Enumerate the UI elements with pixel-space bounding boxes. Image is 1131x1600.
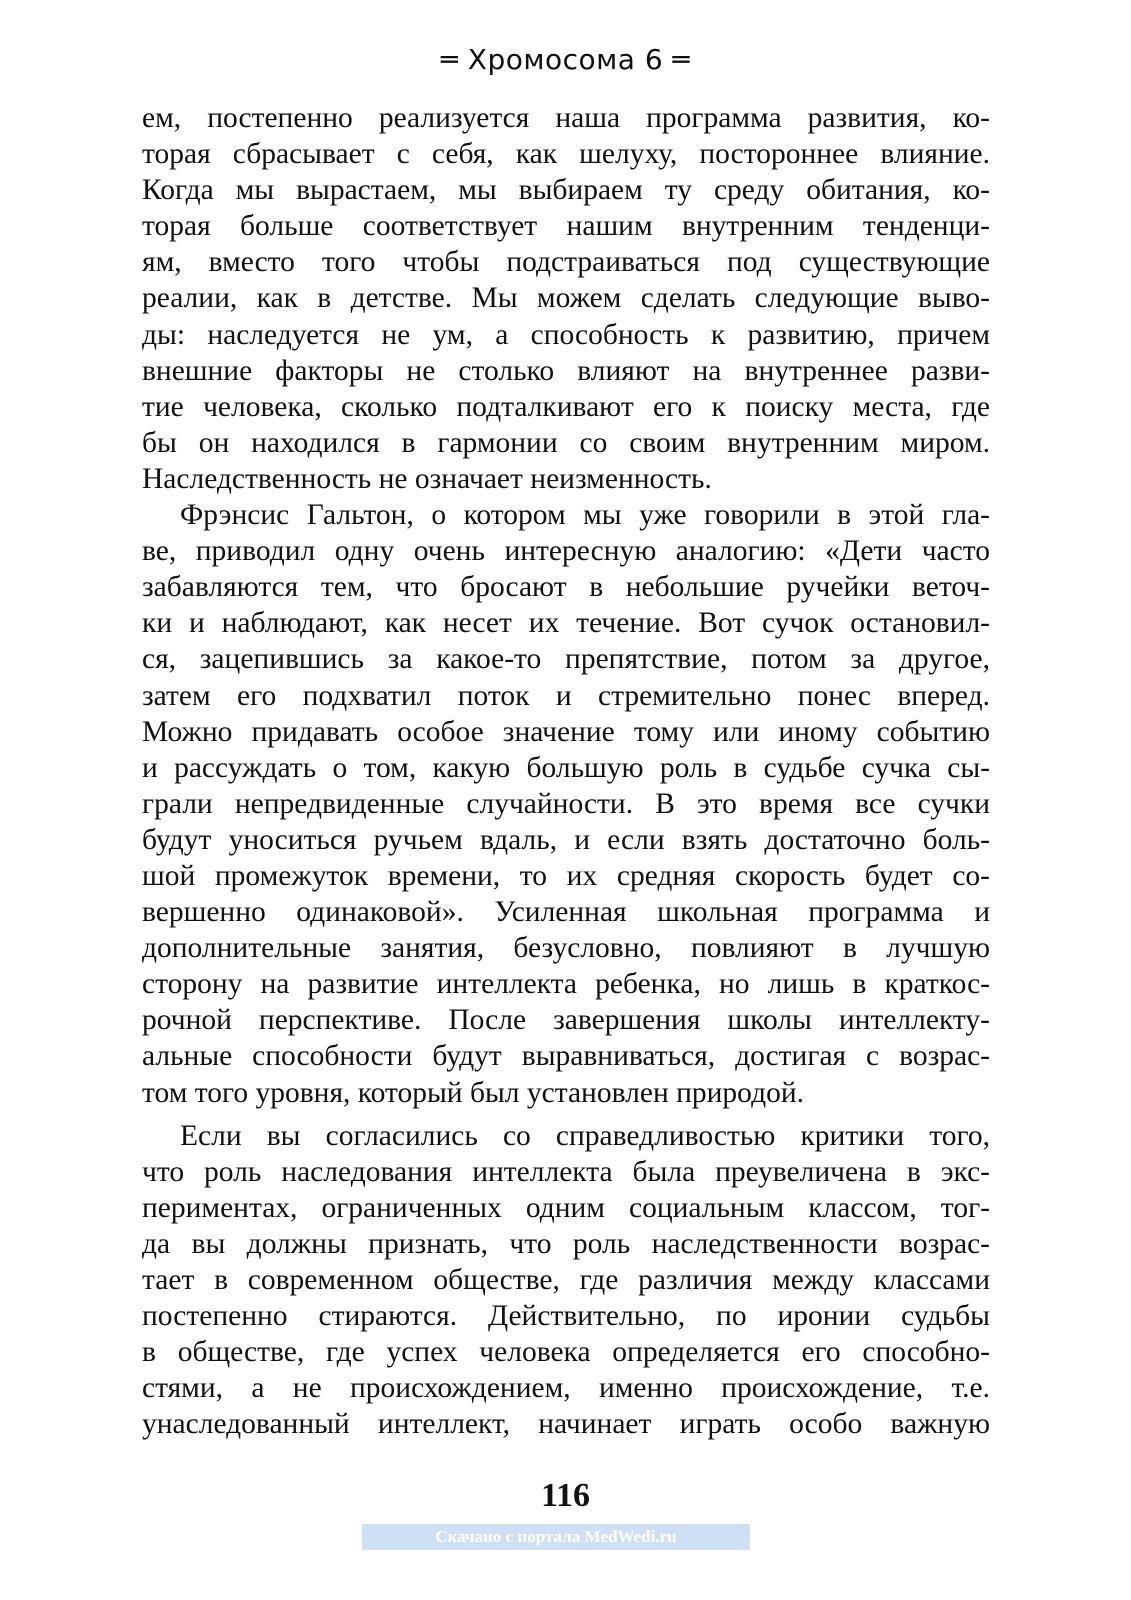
- text-line: ве, приводил одну очень интересную аналогию: «Дети часто: [142, 535, 990, 568]
- text-line: в обществе, где успех человека определяется его способно-: [142, 1336, 990, 1369]
- paragraph-first-line: Если вы согласились со справедливостью критики того,: [180, 1119, 990, 1152]
- text-line: рочной перспективе. После завершения школы интеллекту-: [142, 1004, 990, 1037]
- text-line: унаследованный интеллект, начинает играть особо важную: [142, 1408, 990, 1441]
- text-line: будут уноситься ручьем вдаль, и если взять достаточно боль-: [142, 823, 990, 856]
- text-line: забавляются тем, что бросают в небольшие ручейки веточ-: [142, 571, 990, 604]
- running-header: ═ Хромосома 6 ═: [441, 43, 690, 76]
- page-number: 116: [540, 1477, 591, 1514]
- text-line: торая сбрасывает с себя, как шелуху, постороннее влияние.: [142, 138, 990, 171]
- text-line: ем, постепенно реализуется наша программа развития, ко-: [142, 102, 990, 134]
- text-line: Можно придавать особое значение тому или иному событию: [142, 715, 990, 748]
- text-line: реалии, как в детстве. Мы можем сделать следующие выво-: [142, 282, 990, 315]
- text-line: бы он находился в гармонии со своим внутренним миром.: [142, 426, 990, 459]
- text-line: вершенно одинаковой». Усиленная школьная программа и: [142, 896, 990, 929]
- text-line: сторону на развитие интеллекта ребенка, но лишь в краткос-: [142, 968, 990, 1001]
- text-line: да вы должны признать, что роль наследственности возрас-: [142, 1227, 990, 1260]
- text-line: тие человека, сколько подталкивают его к поиску места, где: [142, 390, 990, 423]
- body-text: [142, 100, 990, 1442]
- text-line: том того уровня, который был установлен природой.: [142, 1076, 805, 1109]
- text-line: затем его подхватил поток и стремительно понес вперед.: [142, 679, 990, 712]
- text-line: постепенно стираются. Действительно, по иронии судьбы: [142, 1300, 990, 1333]
- text-line: грали непредвиденные случайности. В это время все сучки: [142, 787, 990, 820]
- text-line: внешние факторы не столько влияют на внутреннее разви-: [142, 354, 990, 387]
- text-line: ям, вместо того чтобы подстраиваться под существующие: [142, 246, 990, 279]
- text-line: шой промежуток времени, то их средняя скорость будет со-: [142, 859, 990, 892]
- download-watermark: Скачано с портала MedWedi.ru: [362, 1524, 750, 1550]
- text-line: периментах, ограниченных одним социальным классом, тог-: [142, 1191, 990, 1224]
- paragraph-first-line: Фрэнсис Гальтон, о котором мы уже говорили в этой гла-: [180, 499, 990, 532]
- text-line: альные способности будут выравниваться, достигая с возрас-: [142, 1040, 990, 1073]
- text-line: Наследственность не означает неизменность.: [142, 462, 712, 495]
- text-line: дополнительные занятия, безусловно, повлияют в лучшую: [142, 932, 990, 965]
- text-line: тает в современном обществе, где различия между классами: [142, 1264, 990, 1296]
- text-line: ки и наблюдают, как несет их течение. Вот сучок остановил-: [142, 607, 990, 640]
- text-line: и рассуждать о том, какую большую роль в судьбе сучка сы-: [142, 751, 990, 784]
- text-line: ся, зацепившись за какое-то препятствие, потом за другое,: [142, 643, 990, 676]
- text-line: стями, а не происхождением, именно происхождение, т.е.: [142, 1372, 990, 1405]
- text-line: торая больше соответствует нашим внутренним тенденци-: [142, 210, 990, 243]
- text-line: Когда мы вырастаем, мы выбираем ту среду обитания, ко-: [142, 174, 990, 207]
- text-line: ды: наследуется не ум, а способность к развитию, причем: [142, 318, 990, 351]
- text-line: что роль наследования интеллекта была преувеличена в экс-: [142, 1155, 990, 1188]
